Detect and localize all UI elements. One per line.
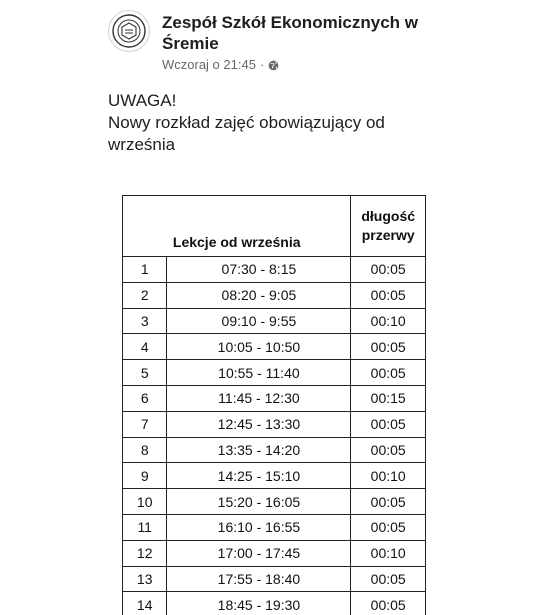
break-length-header	[351, 196, 426, 257]
lesson-number-cell: 9	[123, 463, 167, 489]
lesson-time-cell: 15:20 - 16:05	[167, 489, 351, 515]
post-message	[108, 90, 488, 156]
lesson-time-cell: 17:00 - 17:45	[167, 540, 351, 566]
lesson-time-cell: 11:45 - 12:30	[167, 385, 351, 411]
break-length-cell: 00:05	[351, 360, 426, 386]
table-row	[123, 257, 426, 283]
table-row	[123, 592, 426, 615]
lesson-time-cell: 10:55 - 11:40	[167, 360, 351, 386]
table-row	[123, 334, 426, 360]
break-header-line: przerwy	[361, 227, 415, 243]
break-length-cell: 00:05	[351, 411, 426, 437]
lesson-time-cell: 12:45 - 13:30	[167, 411, 351, 437]
schedule-image[interactable]	[122, 195, 426, 613]
post-text-line: UWAGA!	[108, 91, 177, 110]
school-emblem-icon[interactable]	[108, 10, 150, 52]
globe-icon[interactable]	[268, 60, 279, 71]
lessons-header: Lekcje od września	[123, 196, 351, 257]
lesson-time-cell: 18:45 - 19:30	[167, 592, 351, 615]
post-text-line: Nowy rozkład zajęć obowiązujący od	[108, 113, 385, 132]
table-row	[123, 463, 426, 489]
table-row	[123, 282, 426, 308]
table-row	[123, 360, 426, 386]
lesson-time-cell: 16:10 - 16:55	[167, 514, 351, 540]
table-row	[123, 385, 426, 411]
break-length-cell: 00:05	[351, 437, 426, 463]
post-text-line: września	[108, 135, 176, 154]
lesson-number-cell: 8	[123, 437, 167, 463]
lesson-number-cell: 5	[123, 360, 167, 386]
lesson-time-cell: 09:10 - 9:55	[167, 308, 351, 334]
break-length-cell: 00:05	[351, 514, 426, 540]
lesson-number-cell: 4	[123, 334, 167, 360]
lesson-number-cell: 1	[123, 257, 167, 283]
break-length-cell: 00:05	[351, 489, 426, 515]
schedule-body	[123, 257, 426, 615]
lesson-number-cell: 13	[123, 566, 167, 592]
lesson-number-cell: 2	[123, 282, 167, 308]
break-length-cell: 00:10	[351, 308, 426, 334]
lesson-time-cell: 14:25 - 15:10	[167, 463, 351, 489]
break-length-cell: 00:05	[351, 566, 426, 592]
break-length-cell: 00:15	[351, 385, 426, 411]
post-meta	[162, 57, 279, 73]
break-length-cell: 00:10	[351, 463, 426, 489]
table-row	[123, 514, 426, 540]
table-row	[123, 308, 426, 334]
lesson-time-cell: 10:05 - 10:50	[167, 334, 351, 360]
break-length-cell: 00:05	[351, 592, 426, 615]
lesson-number-cell: 11	[123, 514, 167, 540]
post-header	[108, 8, 528, 78]
post-timestamp[interactable]: Wczoraj o 21:45	[162, 57, 256, 72]
lesson-time-cell: 13:35 - 14:20	[167, 437, 351, 463]
break-length-cell: 00:10	[351, 540, 426, 566]
lesson-time-cell: 17:55 - 18:40	[167, 566, 351, 592]
lesson-number-cell: 14	[123, 592, 167, 615]
lesson-number-cell: 7	[123, 411, 167, 437]
lesson-time-cell: 08:20 - 9:05	[167, 282, 351, 308]
schedule-table	[122, 195, 426, 615]
break-length-cell: 00:05	[351, 334, 426, 360]
lesson-time-cell: 07:30 - 8:15	[167, 257, 351, 283]
table-header-row	[123, 196, 426, 257]
table-row	[123, 540, 426, 566]
break-length-cell: 00:05	[351, 257, 426, 283]
break-length-cell: 00:05	[351, 282, 426, 308]
meta-separator: ·	[259, 57, 265, 72]
lesson-number-cell: 6	[123, 385, 167, 411]
lesson-number-cell: 10	[123, 489, 167, 515]
table-row	[123, 411, 426, 437]
table-row	[123, 437, 426, 463]
table-row	[123, 489, 426, 515]
lesson-number-cell: 3	[123, 308, 167, 334]
table-row	[123, 566, 426, 592]
lesson-number-cell: 12	[123, 540, 167, 566]
break-header-line: długość	[361, 208, 416, 224]
page-name-link[interactable]: Zespół Szkół Ekonomicznych w Śremie	[162, 13, 418, 53]
